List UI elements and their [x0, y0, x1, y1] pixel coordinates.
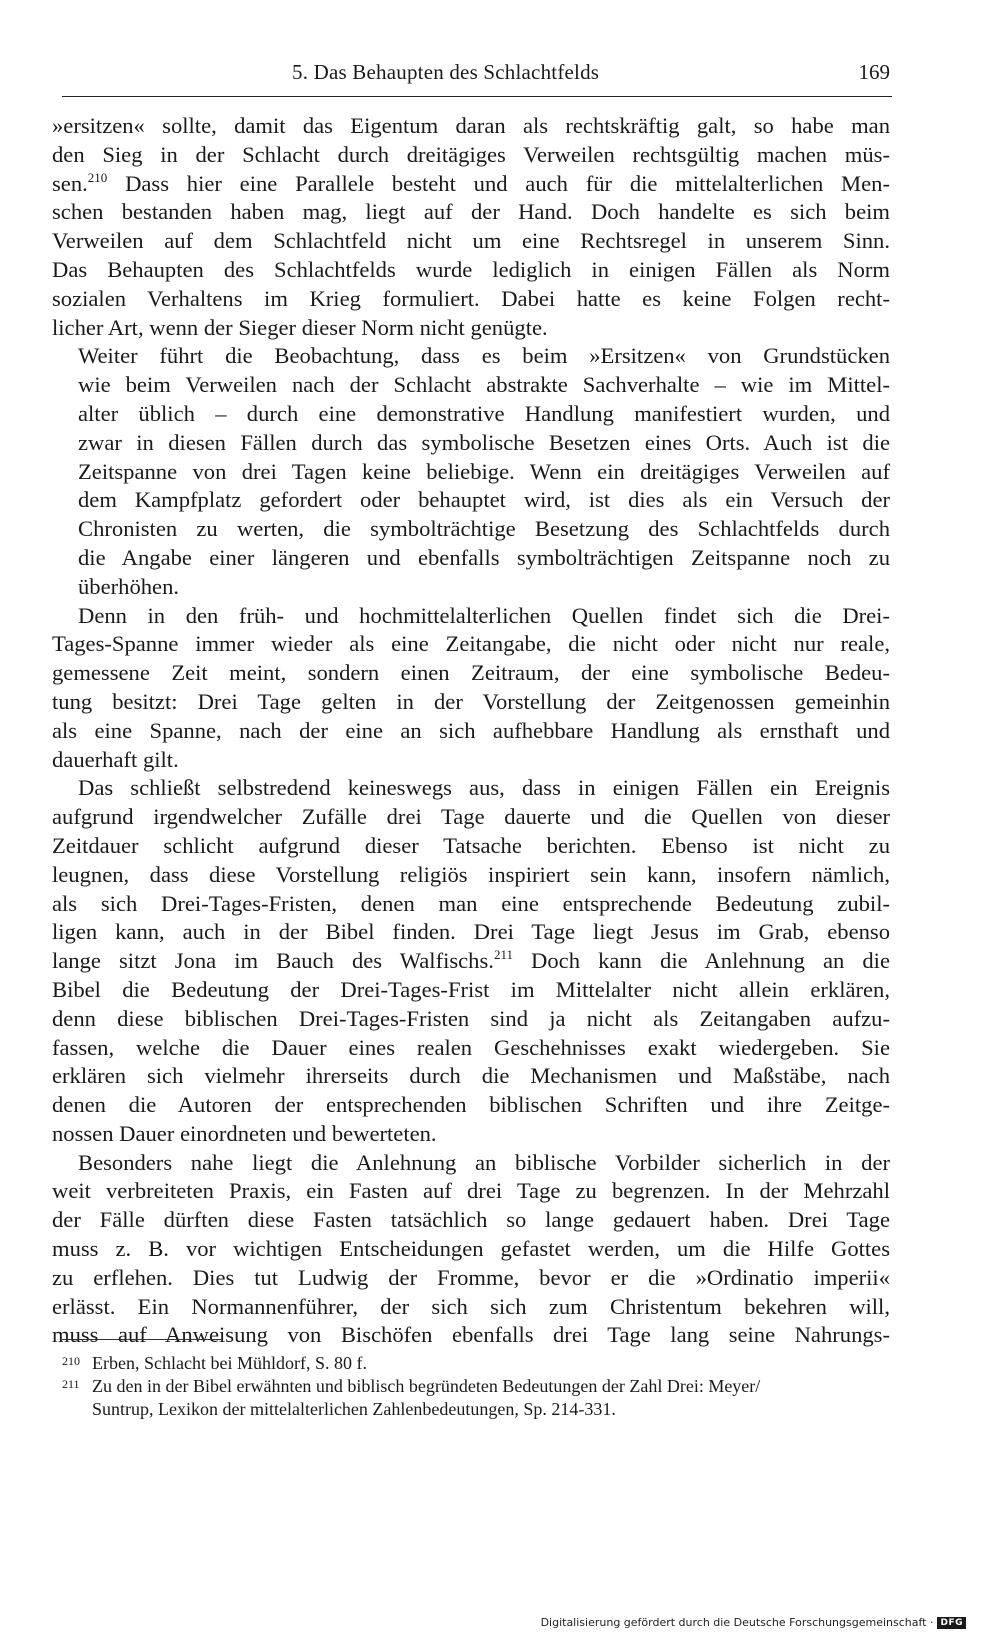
page-number: 169	[858, 60, 890, 84]
text-line: Verweilen auf dem Schlachtfeld nicht um eine Rechtsregel in unserem Sinn.	[52, 228, 890, 254]
text-line: Denn in den früh- und hochmittelalterlichen Quellen findet sich die Drei-	[78, 602, 890, 628]
text-line: die Angabe einer längeren und ebenfalls symbolträchtigen Zeitspanne noch zu	[78, 544, 890, 570]
text-line: Chronisten zu werten, die symbolträchtige Besetzung des Schlachtfelds durch	[78, 516, 890, 542]
body-text	[52, 112, 890, 1350]
text-line: leugnen, dass diese Vorstellung religiös inspiriert sein kann, insofern nämlich,	[52, 861, 890, 887]
text-line: Zeitdauer schlicht aufgrund dieser Tatsache berichten. Ebenso ist nicht zu	[52, 832, 890, 858]
text-line: muss auf Anweisung von Bischöfen ebenfalls drei Tage lang seine Nahrungs-	[52, 1322, 890, 1348]
text-segment: Dass hier eine Parallele besteht und auch für die mittelalterlichen Men-	[125, 170, 890, 196]
footnote-211	[62, 1375, 892, 1421]
footnote-text-line: Zu den in der Bibel erwähnten und biblisch begründeten Bedeutungen der Zahl Drei: Meyer/	[92, 1376, 761, 1396]
footnote-210	[62, 1352, 892, 1375]
footnote-number: 211	[62, 1377, 80, 1391]
text-line: ligen kann, auch in der Bibel finden. Drei Tage liegt Jesus im Grab, ebenso	[52, 919, 890, 945]
footnote-divider	[62, 1339, 222, 1340]
credit-text: Digitalisierung gefördert durch die Deutsche Forschungsgemeinschaft ·	[540, 1616, 934, 1629]
text-segment: sen.	[52, 170, 88, 196]
text-line: als sich Drei-Tages-Fristen, denen man eine entsprechende Bedeutung zubil-	[52, 890, 890, 916]
text-segment: Doch kann die Anlehnung an die	[531, 948, 890, 974]
dfg-logo-icon: DFG	[937, 1617, 966, 1629]
text-line: licher Art, wenn der Sieger dieser Norm nicht genügte.	[52, 314, 548, 340]
paragraph-3	[52, 602, 890, 775]
text-line: dauerhaft gilt.	[52, 746, 179, 772]
digitization-credit	[541, 1616, 966, 1629]
footnote-number: 210	[62, 1354, 80, 1368]
paragraph-2	[52, 342, 890, 601]
text-line: erlässt. Ein Normannenführer, der sich sich zum Christentum bekehren will,	[52, 1293, 890, 1319]
paragraph-1	[52, 112, 890, 342]
footnote-text-line: Suntrup, Lexikon der mittelalterlichen Zahlenbedeutungen, Sp. 214-331.	[92, 1399, 616, 1419]
footnote-ref-210[interactable]: 210	[87, 169, 108, 185]
footnote-ref-211[interactable]: 211	[493, 947, 513, 963]
text-line: zwar in diesen Fällen durch das symbolische Besetzen eines Orts. Auch ist die	[78, 429, 890, 455]
text-line: aufgrund irgendwelcher Zufälle drei Tage dauerte und die Quellen von dieser	[52, 804, 890, 830]
text-line	[52, 947, 890, 976]
text-line: gemessene Zeit meint, sondern einen Zeitraum, der eine symbolische Bedeu-	[52, 660, 890, 686]
text-line: nossen Dauer einordneten und bewerteten.	[52, 1120, 437, 1146]
paragraph-4	[52, 774, 890, 1148]
text-line: der Fälle dürften diese Fasten tatsächlich so lange gedauert haben. Drei Tage	[52, 1207, 890, 1233]
footnotes	[62, 1352, 892, 1421]
text-line: sozialen Verhaltens im Krieg formuliert. Dabei hatte es keine Folgen recht-	[52, 285, 890, 311]
text-line: wie beim Verweilen nach der Schlacht abstrakte Sachverhalte – wie im Mittel-	[78, 372, 890, 398]
page-header	[62, 56, 892, 97]
text-line: Zeitspanne von drei Tagen keine beliebige. Wenn ein dreitägiges Verweilen auf	[78, 458, 890, 484]
text-line: Das schließt selbstredend keineswegs aus, dass in einigen Fällen ein Ereignis	[78, 775, 890, 801]
text-segment: lange sitzt Jona im Bauch des Walfischs.	[52, 948, 494, 974]
running-head: 5. Das Behaupten des Schlachtfelds	[292, 60, 600, 84]
text-line: denn diese biblischen Drei-Tages-Fristen sind ja nicht als Zeitangaben aufzu-	[52, 1005, 890, 1031]
text-line: fassen, welche die Dauer eines realen Geschehnisses exakt wiedergeben. Sie	[52, 1034, 890, 1060]
text-line: muss z. B. vor wichtigen Entscheidungen gefastet werden, um die Hilfe Gottes	[52, 1236, 890, 1262]
text-line: Das Behaupten des Schlachtfelds wurde lediglich in einigen Fällen als Norm	[52, 256, 890, 282]
text-line: als eine Spanne, nach der eine an sich aufhebbare Handlung als ernsthaft und	[52, 717, 890, 743]
paragraph-5	[52, 1149, 890, 1351]
text-line	[52, 170, 890, 199]
text-line: erklären sich vielmehr ihrerseits durch die Mechanismen und Maßstäbe, nach	[52, 1063, 890, 1089]
text-line: weit verbreiteten Praxis, ein Fasten auf drei Tage zu begrenzen. In der Mehrzahl	[52, 1178, 890, 1204]
text-line: zu erflehen. Dies tut Ludwig der Fromme, bevor er die »Ordinatio imperii«	[52, 1264, 890, 1290]
text-line: überhöhen.	[78, 573, 180, 599]
text-line: tung besitzt: Drei Tage gelten in der Vorstellung der Zeitgenossen gemeinhin	[52, 688, 890, 714]
text-line: schen bestanden haben mag, liegt auf der Hand. Doch handelte es sich beim	[52, 199, 890, 225]
text-line: Bibel die Bedeutung der Drei-Tages-Frist im Mittelalter nicht allein erklären,	[52, 976, 890, 1002]
text-line: Weiter führt die Beobachtung, dass es beim »Ersitzen« von Grundstücken	[78, 343, 890, 369]
text-line: Tages-Spanne immer wieder als eine Zeitangabe, die nicht oder nicht nur reale,	[52, 631, 890, 657]
text-line: denen die Autoren der entsprechenden biblischen Schriften und ihre Zeitge-	[52, 1092, 890, 1118]
footnote-text: Erben, Schlacht bei Mühldorf, S. 80 f.	[92, 1353, 367, 1373]
text-line: den Sieg in der Schlacht durch dreitägiges Verweilen rechtsgültig machen müs-	[52, 141, 890, 167]
text-line: alter üblich – durch eine demonstrative Handlung manifestiert wurden, und	[78, 400, 890, 426]
text-line: »ersitzen« sollte, damit das Eigentum daran als rechtskräftig galt, so habe man	[52, 113, 890, 138]
text-line: dem Kampfplatz gefordert oder behauptet wird, ist dies als ein Versuch der	[78, 487, 890, 513]
text-line: Besonders nahe liegt die Anlehnung an biblische Vorbilder sicherlich in der	[78, 1149, 890, 1175]
